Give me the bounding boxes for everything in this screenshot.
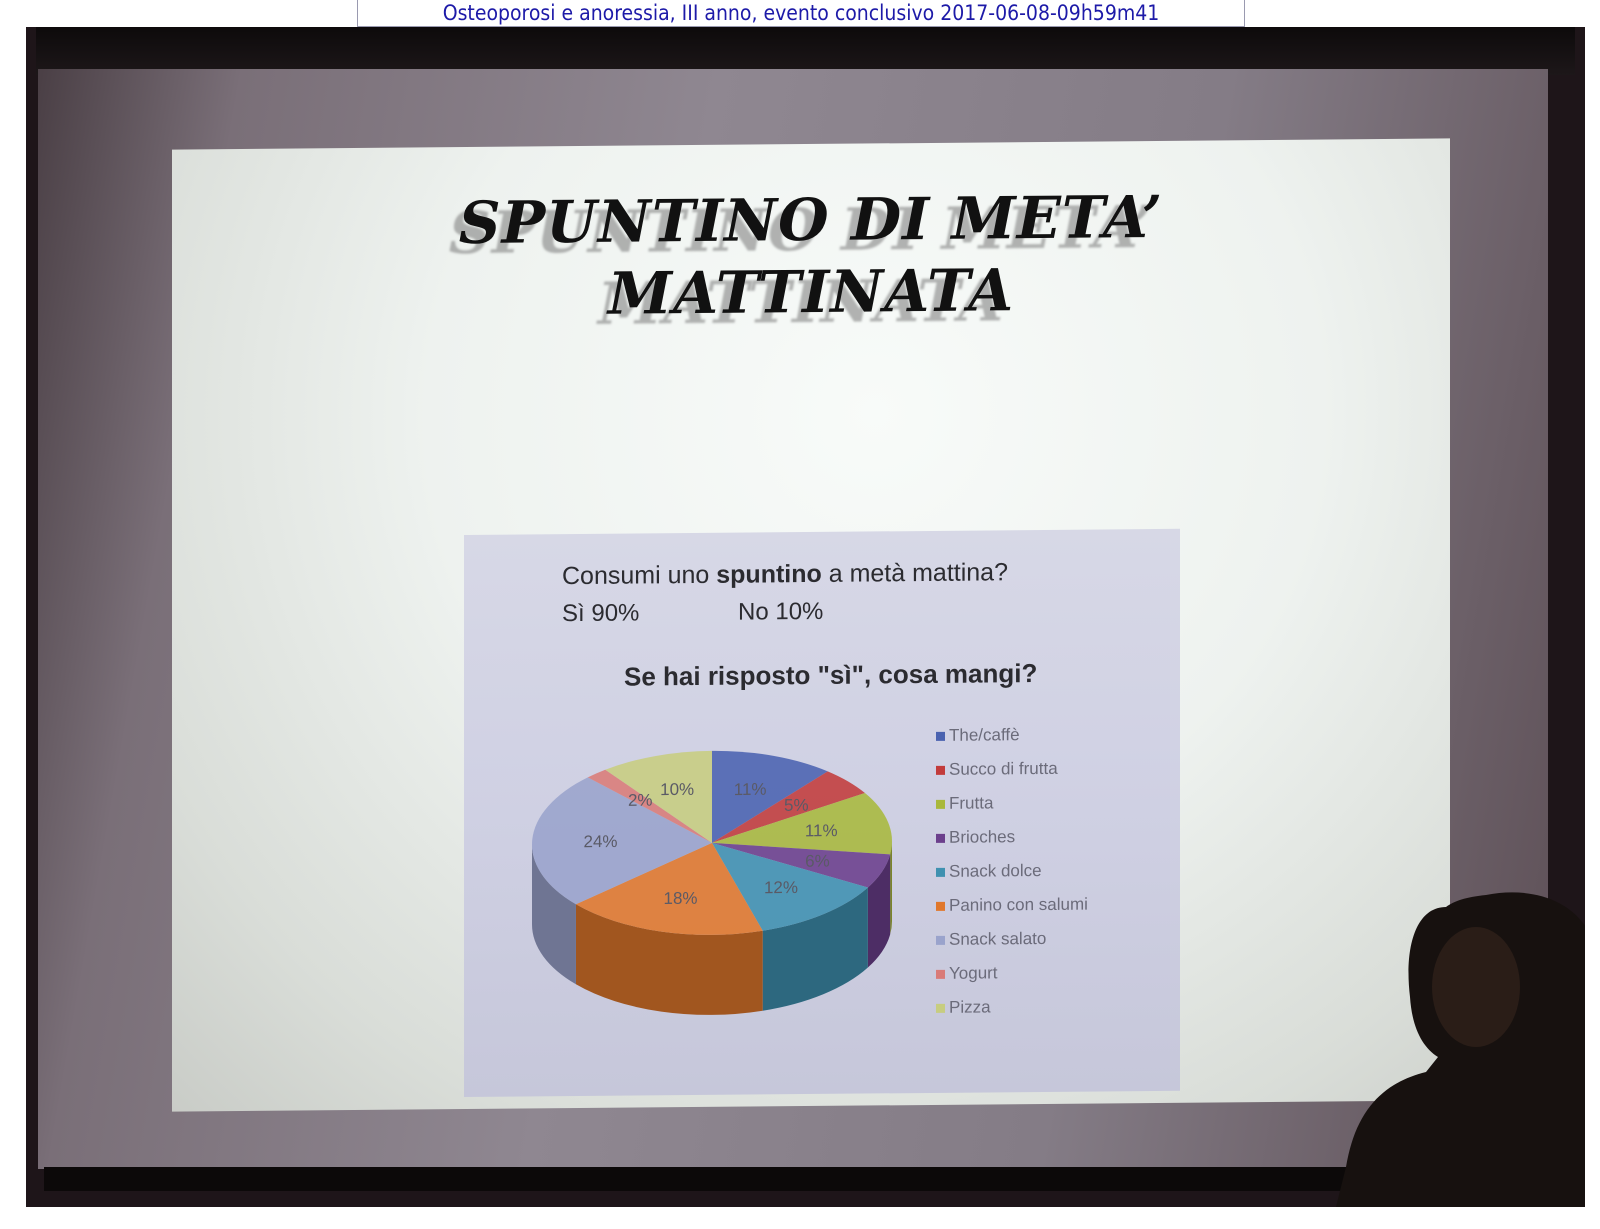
legend-label-7: Yogurt: [949, 963, 998, 983]
pie-chart: [522, 731, 902, 1034]
legend-label-1: Succo di frutta: [949, 758, 1058, 779]
legend-item-8: [936, 990, 1088, 1025]
answer-no: No 10%: [738, 597, 824, 626]
chart-title: Se hai risposto "sì", cosa mangi?: [624, 658, 1038, 692]
survey-question: [562, 558, 1008, 591]
pie-data-label-8: 10%: [660, 779, 695, 800]
pie-data-label-0: 11%: [733, 779, 767, 800]
legend-swatch-6: [936, 936, 945, 945]
legend-label-5: Panino con salumi: [949, 894, 1088, 915]
legend-item-2: [936, 786, 1088, 821]
legend-label-3: Brioches: [949, 827, 1016, 847]
legend-swatch-3: [936, 834, 945, 843]
legend-item-5: [936, 888, 1088, 923]
legend-label-2: Frutta: [949, 793, 994, 813]
legend-swatch-2: [936, 800, 945, 809]
question-suffix: a metà mattina?: [821, 558, 1008, 588]
pie-data-label-7: 2%: [627, 790, 653, 810]
presentation-slide: [172, 138, 1450, 1111]
question-prefix: Consumi uno: [562, 560, 717, 591]
legend-swatch-4: [936, 868, 945, 877]
answer-yes: Sì 90%: [562, 599, 640, 628]
legend-item-0: [936, 718, 1088, 753]
chart-legend: [936, 718, 1088, 1025]
pie-chart-svg: [522, 731, 902, 1034]
slide-title: [172, 178, 1450, 333]
legend-swatch-5: [936, 902, 945, 911]
legend-label-8: Pizza: [949, 997, 991, 1017]
legend-item-1: [936, 752, 1088, 787]
legend-label-4: Snack dolce: [949, 860, 1042, 881]
pie-slice-side-2: [890, 841, 892, 934]
legend-item-4: [936, 854, 1088, 889]
slide-title-line-2: MATTINATA: [607, 256, 1015, 328]
projection-photo: [26, 27, 1585, 1207]
question-bold: spuntino: [716, 559, 822, 589]
pie-data-label-4: 12%: [763, 877, 799, 898]
legend-item-3: [936, 820, 1088, 855]
legend-swatch-8: [936, 1004, 945, 1013]
legend-swatch-7: [936, 970, 945, 979]
legend-item-7: [936, 956, 1088, 991]
legend-label-0: The/caffè: [949, 725, 1020, 745]
pie-data-label-1: 5%: [784, 795, 809, 815]
chart-panel: [464, 529, 1180, 1097]
legend-swatch-1: [936, 766, 945, 775]
presenter-silhouette: [1326, 867, 1585, 1207]
pie-data-label-5: 18%: [663, 888, 698, 909]
pie-data-label-3: 6%: [805, 851, 830, 871]
pie-data-label-6: 24%: [583, 831, 618, 852]
legend-item-6: [936, 922, 1088, 957]
photo-caption: Osteoporosi e anoressia, III anno, evento conclusivo 2017-06-08-09h59m41: [357, 0, 1245, 27]
legend-swatch-0: [936, 732, 945, 741]
slide-title-line-1: SPUNTINO DI META’: [458, 182, 1164, 258]
pie-data-label-2: 11%: [804, 821, 838, 841]
legend-label-6: Snack salato: [949, 928, 1047, 949]
screen-top-bar: [36, 27, 1575, 75]
screen-bottom-bar: [44, 1167, 1544, 1191]
